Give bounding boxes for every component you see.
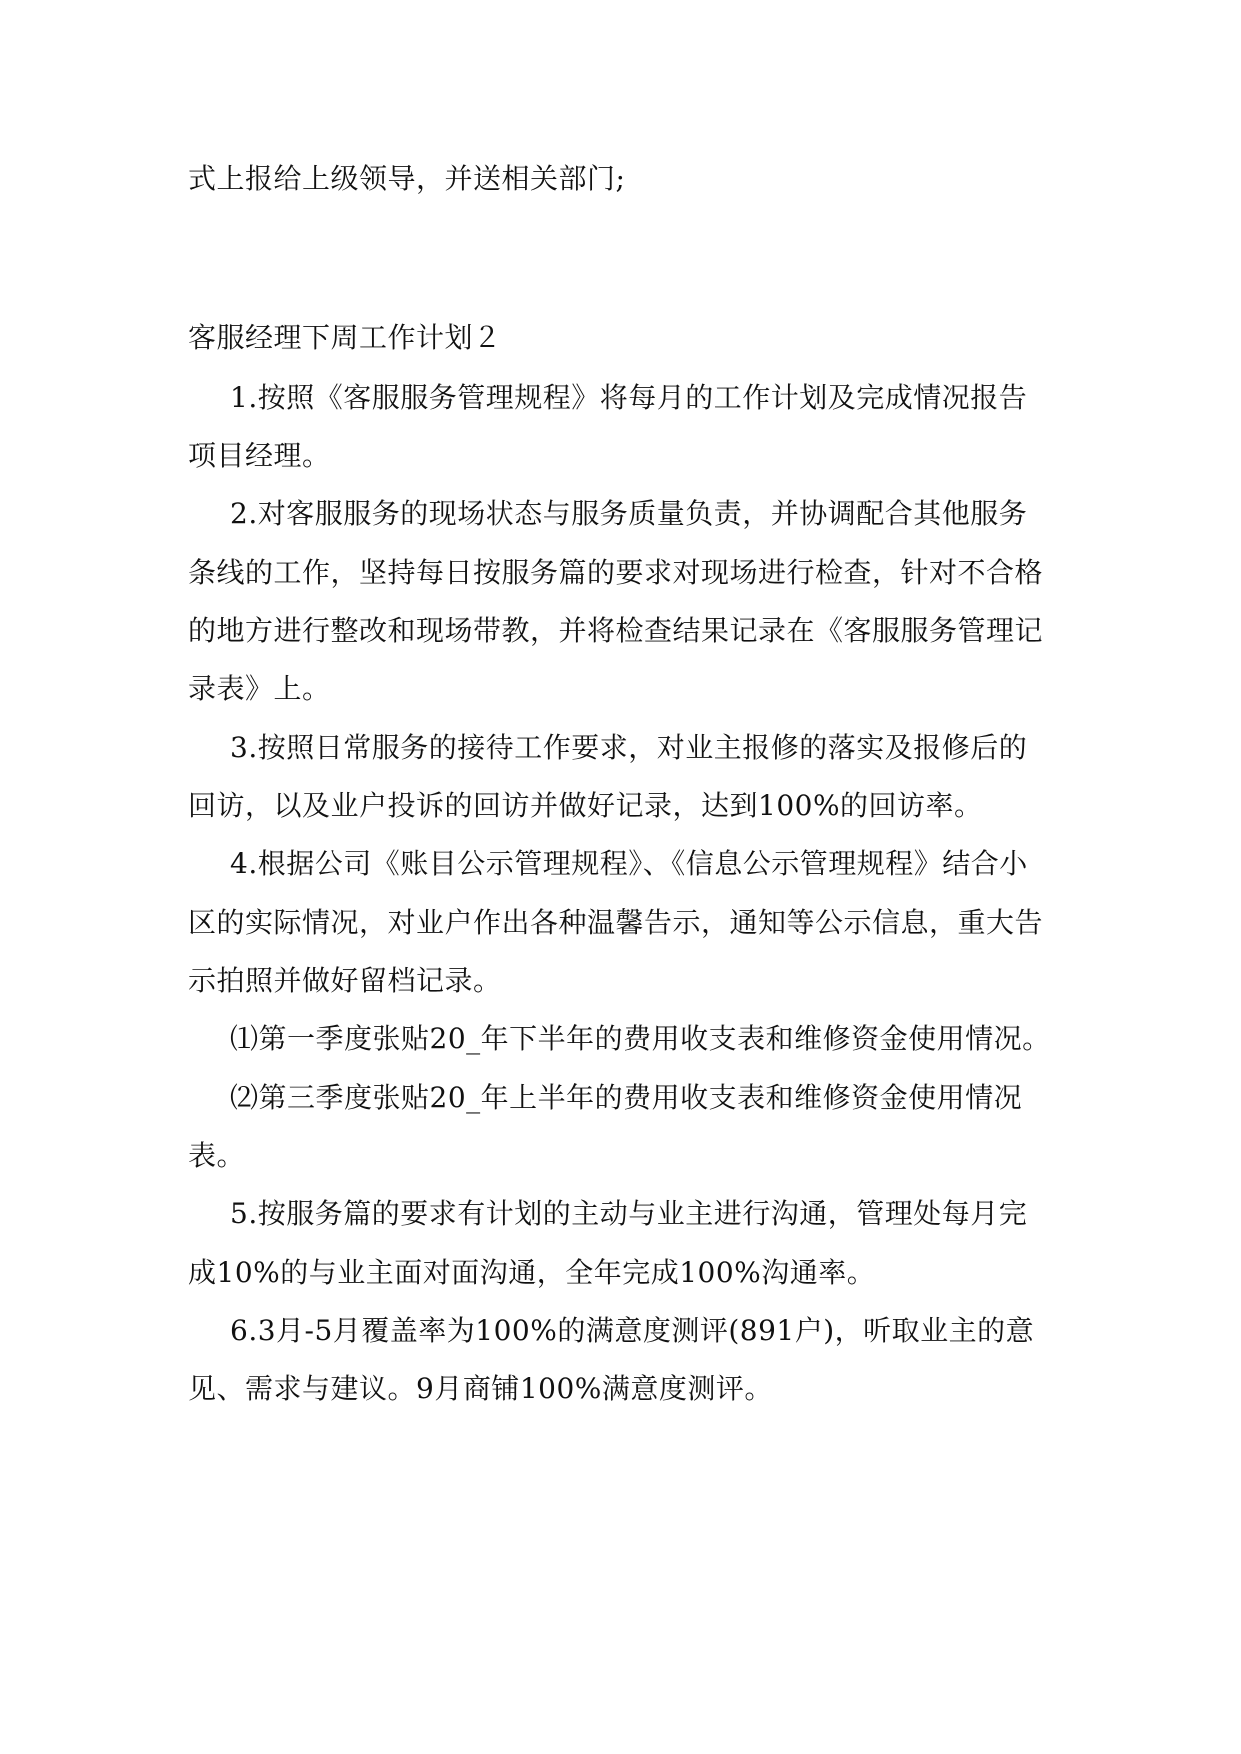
paragraph-line: 回访，以及业户投诉的回访并做好记录，达到100%的回访率。 — [188, 789, 983, 822]
paragraph-line: 表。 — [188, 1139, 246, 1172]
paragraph-line: 的地方进行整改和现场带教，并将检查结果记录在《客服服务管理记 — [188, 614, 1044, 647]
paragraph-line: 3.按照日常服务的接待工作要求，对业主报修的落实及报修后的 — [230, 731, 1028, 764]
paragraph-line: 4.根据公司《账目公示管理规程》、《信息公示管理规程》结合小 — [230, 847, 1028, 880]
paragraph-line: 示拍照并做好留档记录。 — [188, 964, 502, 997]
paragraph-line: 项目经理。 — [188, 439, 331, 472]
paragraph-line: 区的实际情况，对业户作出各种温馨告示，通知等公示信息，重大告 — [188, 906, 1044, 939]
paragraph-line: 6.3月-5月覆盖率为100%的满意度测评(891户)，听取业主的意 — [230, 1314, 1035, 1347]
paragraph-line: 见、需求与建议。9月商铺100%满意度测评。 — [188, 1372, 773, 1405]
paragraph-line: 2.对客服服务的现场状态与服务质量负责，并协调配合其他服务 — [230, 497, 1028, 530]
paragraph-line: ⑴第一季度张贴20_年下半年的费用收支表和维修资金使用情况。 — [230, 1022, 1051, 1055]
paragraph-line: ⑵第三季度张贴20_年上半年的费用收支表和维修资金使用情况 — [230, 1081, 1023, 1114]
text-line: 式上报给上级领导，并送相关部门; — [188, 162, 626, 195]
paragraph-line: 5.按服务篇的要求有计划的主动与业主进行沟通，管理处每月完 — [230, 1197, 1028, 1230]
paragraph-line: 录表》上。 — [188, 672, 331, 705]
paragraph-line: 条线的工作，坚持每日按服务篇的要求对现场进行检查，针对不合格 — [188, 556, 1044, 589]
section-heading: 客服经理下周工作计划２ — [188, 321, 502, 354]
paragraph-line: 1.按照《客服服务管理规程》将每月的工作计划及完成情况报告 — [230, 381, 1028, 414]
paragraph-line: 成10%的与业主面对面沟通，全年完成100%沟通率。 — [188, 1256, 876, 1289]
